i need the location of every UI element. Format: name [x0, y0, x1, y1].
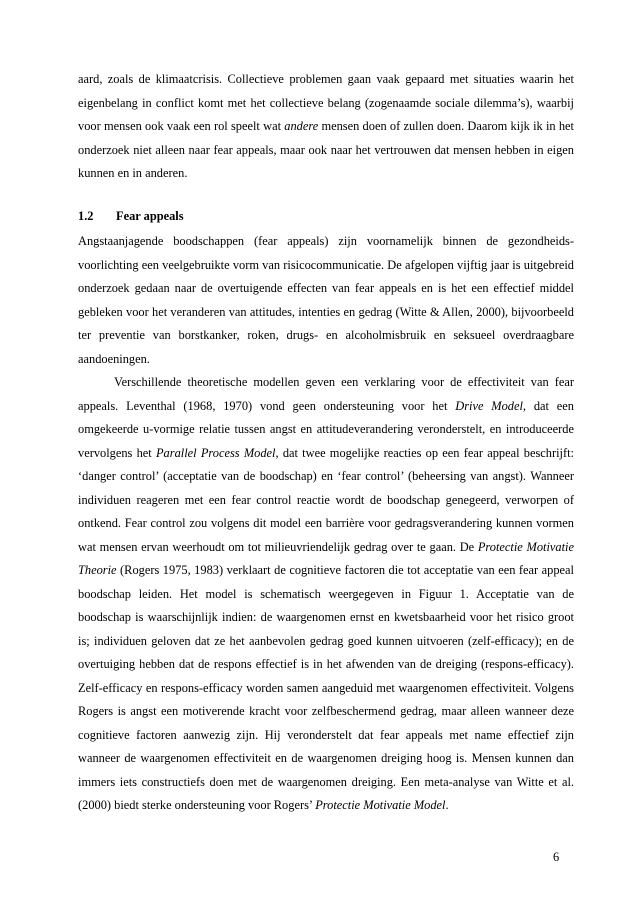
paragraph-3-italic-1: Drive Model, [455, 398, 527, 413]
paragraph-1-part-1: aard, zoals de klimaatcrisis. Collectieve problemen gaan vaak gepaard met situaties waarin het eigenbelang in conflict komt met het collectieve belang (zogenaamde sociale dilemma’s), waarbij voor mensen ook vaak een rol speelt wat [78, 72, 574, 133]
paragraph-3-part-3: , dat twee mogelijke reacties op een fear appeal beschrijft: ‘danger control’ (acceptatie van de boodschap) en ‘fear control’ (beheersing van angst). Wanneer individuen reageren met een fear control reactie wordt de boodschap genegeerd, verworpen of ontkend. Fear control zou volgens dit model een barrière voor gedragsverandering kunnen vormen wat mensen ervan weerhoudt om tot milieuvriendelijk gedrag over te gaan. De [78, 445, 574, 554]
paragraph-3-italic-2: Parallel Process Model [155, 445, 276, 460]
section-heading [78, 206, 574, 226]
body-text-block-1 [78, 68, 574, 186]
page-number: 6 [553, 850, 560, 864]
paragraph-3 [78, 371, 574, 818]
section-title: Fear appeals [116, 209, 184, 223]
paragraph-3-part-2: dat een omgekeerde u-vormige relatie tussen angst en attitudeverandering veronderstelt, en introduceerde vervolgens het [78, 398, 574, 460]
paragraph-3-italic-3: Protectie Motivatie Theorie [78, 539, 574, 577]
paragraph-1-part-2: mensen doen of zullen doen. Daarom kijk ik in het onderzoek niet alleen naar fear appeals, maar ook naar het vertrouwen dat mensen hebben in eigen kunnen en in anderen. [78, 119, 574, 180]
paragraph-3-part-5: . [445, 798, 449, 812]
paragraph-1 [78, 68, 574, 186]
paragraph-2: Angstaanjagende boodschappen (fear appeals) zijn voornamelijk binnen de gezondheids- voorlichting een veelgebruikte vorm van risicocommunicatie. De afgelopen vijftig jaar is uitgebreid onderzoek gedaan naar de overtuigende effecten van fear appeals en is het een effectief middel gebleken voor het veranderen van attitudes, intenties en gedrag (Witte & Allen, 2000), bijvoorbeeld ter preventie van borstkanker, roken, drugs- en alcoholmisbruik en seksueel overdraagbare aandoeningen. [78, 234, 574, 366]
paragraph-3-part-1: Verschillende theoretische modellen geven een verklaring voor de effectiviteit van fear appeals. Leventhal (1968, 1970) vond geen ondersteuning voor het [78, 375, 574, 413]
body-text-block-2 [78, 230, 574, 818]
paragraph-1-italic-1: andere [284, 119, 319, 133]
paragraph-3-italic-4: Protectie Motivatie Model [315, 798, 446, 812]
paragraph-3-part-4: (Rogers 1975, 1983) verklaart de cognitieve factoren die tot acceptatie van een fear appeal boodschap leiden. Het model is schematisch weergegeven in Figuur 1. Acceptatie van de boodschap is waarschijnlijk indien: de waargenomen ernst en kwetsbaarheid voor het risico groot is; individuen geloven dat ze het aanbevolen gedrag goed kunnen uitvoeren (zelf-efficacy); en de overtuiging hebben dat de respons effectief is in het afwenden van de dreiging (respons-efficacy). Zelf-efficacy en respons-efficacy worden samen aangeduid met waargenomen effectiviteit. Volgens Rogers is angst een motiverende kracht voor zelfbeschermend gedrag, maar alleen wanneer deze cognitieve factoren aanwezig zijn. Hij veronderstelt dat fear appeals met name effectief zijn wanneer de waargenomen effectiviteit en de waargenomen dreiging hoog is. Mensen kunnen dan immers iets constructiefs doen met de waargenomen dreiging. Een meta-analyse van Witte et al. (2000) biedt sterke ondersteuning voor Rogers’ [78, 563, 574, 812]
section-number: 1.2 [78, 209, 94, 223]
